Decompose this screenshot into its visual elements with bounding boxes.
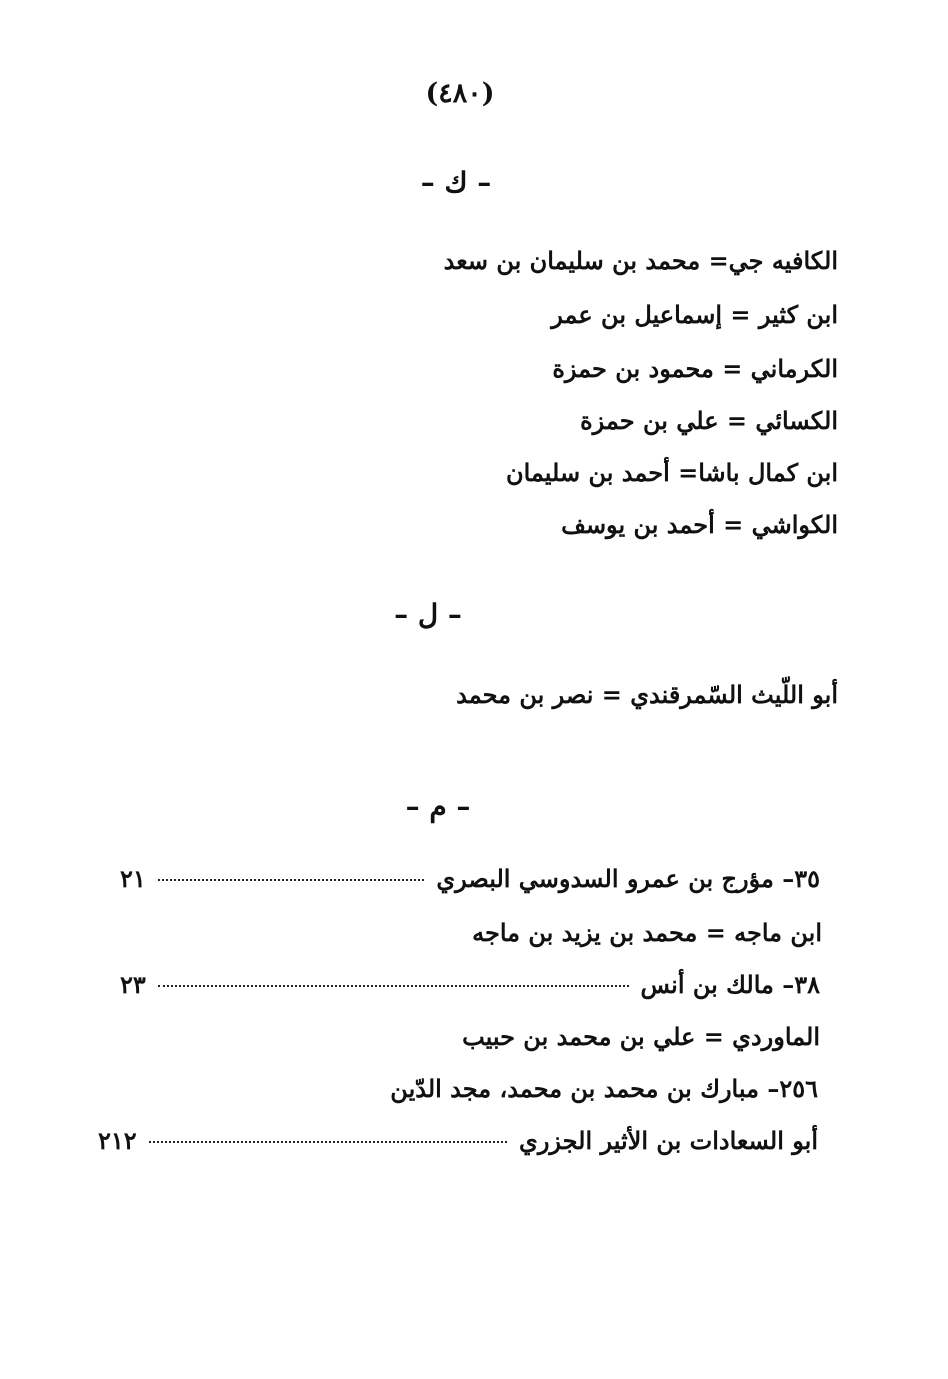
- index-entry: [120, 864, 820, 900]
- index-line: ابن ماجه = محمد بن يزيد بن ماجه: [472, 918, 822, 947]
- leader-dots: [158, 879, 425, 881]
- index-entry: [120, 970, 820, 1006]
- index-line: الماوردي = علي بن محمد بن حبيب: [462, 1022, 820, 1051]
- index-line: ٢٥٦– مبارك بن محمد بن محمد، مجد الدّين: [390, 1074, 818, 1103]
- index-entry: [98, 1126, 818, 1162]
- section-header-lam: – ل –: [394, 598, 462, 631]
- index-line: أبو اللّيث السّمرقندي = نصر بن محمد: [456, 680, 838, 709]
- page-ref: ٢١٢: [98, 1126, 137, 1155]
- index-line: الكسائي = علي بن حمزة: [580, 406, 838, 435]
- leader-dots: [158, 985, 629, 987]
- section-header-mim: – م –: [405, 790, 471, 823]
- index-line: الكافيه جي= محمد بن سليمان بن سعد: [443, 246, 838, 275]
- index-line: ابن كثير = إسماعيل بن عمر: [551, 300, 838, 329]
- index-line: الكواشي = أحمد بن يوسف: [561, 510, 838, 539]
- index-line: ابن كمال باشا= أحمد بن سليمان: [505, 458, 838, 487]
- entry-text: ٣٨– مالك بن أنس: [640, 970, 820, 999]
- page-ref: ٢١: [120, 864, 146, 893]
- page-ref: ٢٣: [120, 970, 146, 999]
- page-number: (٤٨٠): [425, 78, 495, 109]
- entry-text: ٣٥– مؤرج بن عمرو السدوسي البصري: [436, 864, 820, 893]
- leader-dots: [149, 1141, 507, 1143]
- index-line: الكرماني = محمود بن حمزة: [552, 354, 838, 383]
- entry-text: أبو السعادات بن الأثير الجزري: [519, 1126, 818, 1155]
- section-header-kaf: – ك –: [420, 166, 492, 199]
